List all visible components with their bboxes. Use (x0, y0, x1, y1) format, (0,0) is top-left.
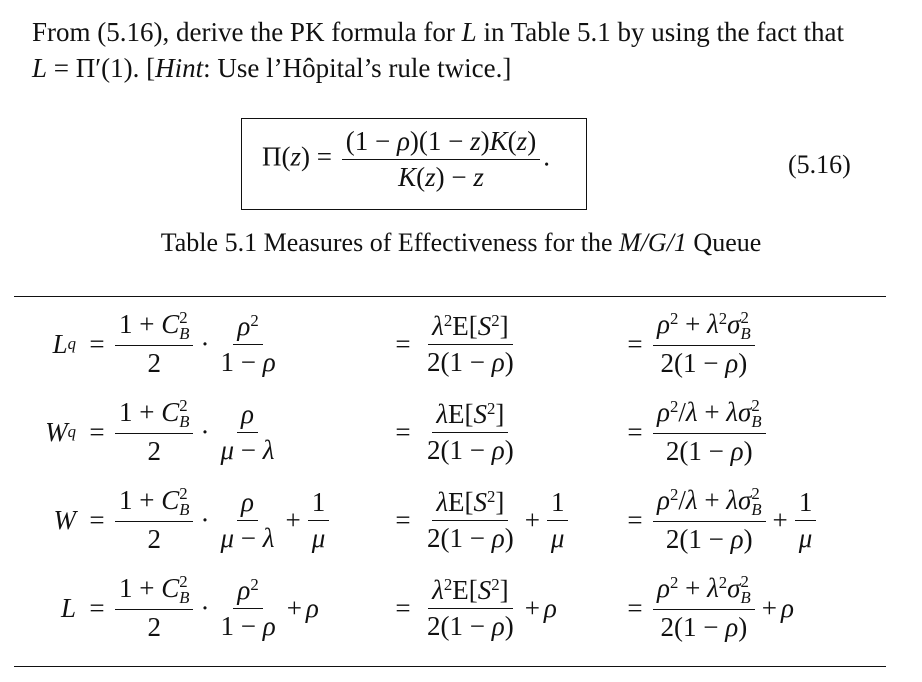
row-w-formula-1: 1 + C 2 B 2 · $\frac{\rho}{\mu - \lambda}$ + $\frac{1}{\mu}$ (112, 476, 382, 564)
row-lq-equals-1: = (89, 328, 105, 359)
row-wq-formula-1: 1 + C 2 B 2 · $\frac{\rho}{\mu - \lambda}$ (112, 388, 382, 476)
row-lq-equals-2: = (395, 328, 411, 359)
row-l-formula-2: $\frac{\lambda^2E[S^2]}{2(1 - \rho)}$ + ρ (427, 574, 557, 641)
row-w-equals-3: = (627, 504, 643, 535)
row-l-equals-1: = (89, 592, 105, 623)
row-wq-formula-2: $\frac{\lambda E[S^2]}{2(1 - \rho)}$ (427, 398, 514, 465)
equation-5-16-fraction (342, 126, 540, 193)
equation-number: (5.16) (788, 150, 851, 179)
equation-5-16-period: . (543, 141, 550, 172)
row-wq-equals-3: = (627, 416, 643, 447)
table-bottom-rule (14, 666, 886, 667)
equation-5-16: Π(z) = $\frac{(1 - \rho)(1 - z)K(z)}{K(z) - z}$ . (262, 126, 550, 192)
table-caption-suffix: Queue (693, 228, 762, 257)
problem-line-2: L = Π′(1). [Hint: Use l’Hôpital’s rule twice.] (32, 53, 512, 83)
row-lq-formula-1: 1 + C 2 B 2 · $\frac{\rho^2}{1 - \rho}$ (112, 300, 382, 388)
row-w-equals-2: = (395, 504, 411, 535)
row-lq-label: L q (52, 328, 76, 359)
row-l-equals-3: = (627, 592, 643, 623)
row-l-equals-2: = (395, 592, 411, 623)
table-top-rule (14, 296, 886, 297)
table-caption (0, 228, 922, 258)
row-l-formula-3: $\rho^2 + \lambda^2\sigma$ 2 B 2(1 − ρ) + ρ (650, 564, 900, 652)
row-lq-formula-3: $\rho^2 + \lambda^2\sigma$ 2 B 2(1 − ρ) (650, 300, 900, 388)
hint-label: Hint (155, 53, 204, 83)
row-w-label: W (53, 504, 76, 535)
row-lq-formula-2: $\frac{\lambda^2E[S^2]}{2(1 - \rho)}$ (427, 310, 514, 377)
row-lq-equals-3: = (627, 328, 643, 359)
table-caption-queue-notation: M/G/1 (619, 228, 687, 257)
table-row-wq (0, 388, 922, 476)
row-wq-equals-2: = (395, 416, 411, 447)
row-w-formula-2: $\frac{\lambda E[S^2]}{2(1 - \rho)}$ + $\frac{1}{\mu}$ (420, 476, 620, 564)
equation-5-16-denominator: K(z) − z (398, 162, 484, 192)
table-row-w (0, 476, 922, 564)
row-wq-formula-3: $\rho^2/\lambda + \lambda\sigma$ 2 B 2(1 − ρ) (650, 388, 900, 476)
table-caption-prefix: Table 5.1 Measures of Effectiveness for the (160, 228, 613, 257)
row-l-formula-1: 1 + C 2 B 2 · $\frac{\rho^2}{1 - \rho}$ + ρ (112, 564, 382, 652)
measures-table (0, 300, 922, 662)
row-w-equals-1: = (89, 504, 105, 535)
row-l-label: L (60, 592, 76, 623)
equation-5-16-numerator: (1 − ρ)(1 − z)K(z) (342, 126, 540, 160)
hint-text: : Use l’Hôpital’s rule twice.] (203, 53, 512, 83)
problem-statement (32, 14, 902, 86)
problem-line-1: From (5.16), derive the PK formula for L in Table 5.1 by using the fact that (32, 17, 844, 47)
row-w-formula-3: $\rho^2/\lambda + \lambda\sigma$ 2 B 2(1 − ρ) + $\frac{1}{\mu}$ (650, 476, 900, 564)
row-wq-label: W q (45, 416, 76, 447)
row-wq-equals-1: = (89, 416, 105, 447)
table-row-lq (0, 300, 922, 388)
table-row-l (0, 564, 922, 652)
